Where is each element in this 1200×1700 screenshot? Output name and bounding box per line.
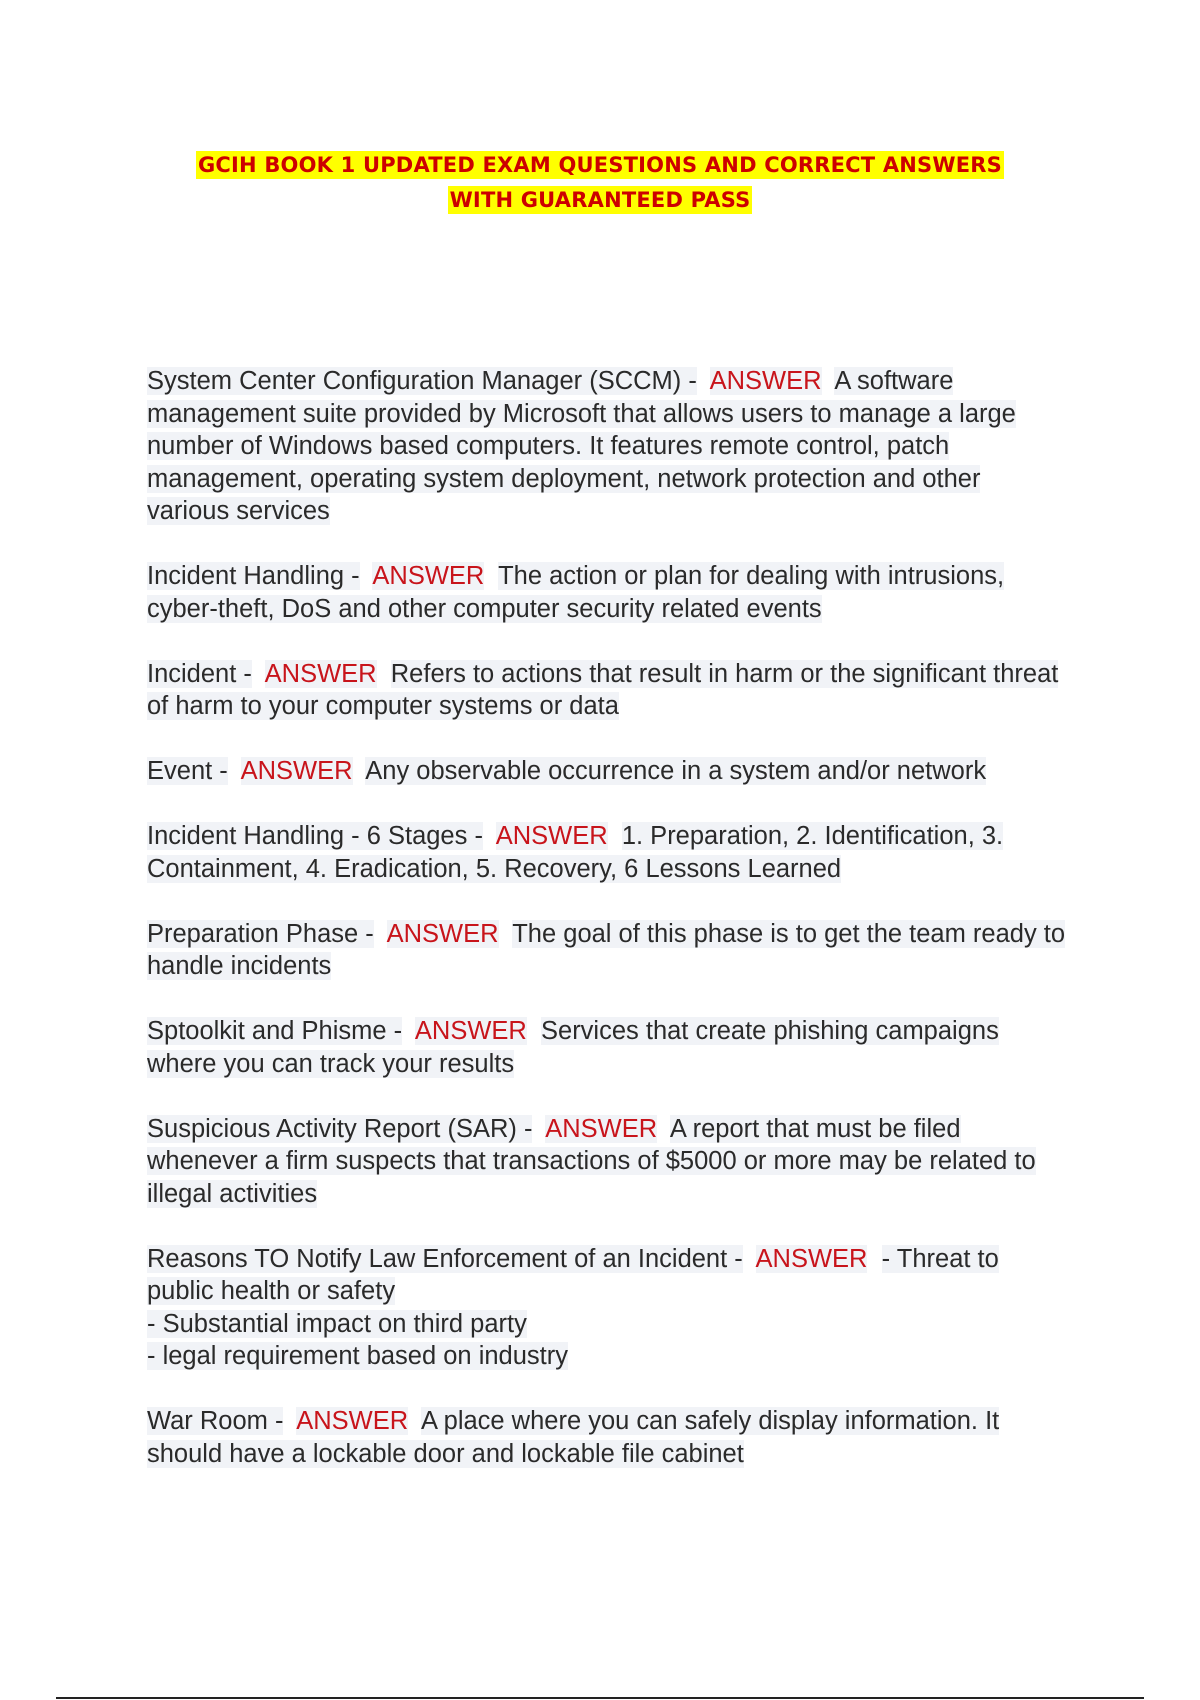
qa-answer-text: A software management suite provided by Microsoft that allows users to manage a large number of Windows based computers. It features remote control, patch management, operating system deployment, network protection and other various services <box>147 367 1016 525</box>
qa-term: Preparation Phase - <box>147 919 374 948</box>
answer-label: ANSWER <box>264 659 377 688</box>
answer-label: ANSWER <box>296 1407 409 1435</box>
qa-term: Suspicious Activity Report (SAR) - <box>147 1114 533 1143</box>
qa-term: Sptoolkit and Phisme - <box>147 1017 403 1045</box>
qa-entry <box>147 658 1067 723</box>
qa-term: Incident Handling - 6 Stages - <box>147 822 483 850</box>
qa-term: Event - <box>147 757 228 785</box>
qa-entry <box>147 755 1067 788</box>
answer-label: ANSWER <box>386 919 499 948</box>
qa-list <box>147 365 1067 1503</box>
qa-entry <box>147 1243 1067 1373</box>
answer-label: ANSWER <box>495 822 608 850</box>
qa-answer-text: Services that create phishing campaigns where you can track your results <box>147 1017 999 1078</box>
qa-term: Reasons TO Notify Law Enforcement of an Incident - <box>147 1244 743 1273</box>
qa-answer-text: The goal of this phase is to get the team ready to handle incidents <box>147 919 1066 980</box>
answer-label: ANSWER <box>372 562 485 590</box>
qa-entry <box>147 918 1067 983</box>
qa-answer-text: A place where you can safely display information. It should have a lockable door and lockable file cabinet <box>147 1407 1000 1468</box>
qa-term: Incident - <box>147 659 252 688</box>
qa-answer-text: Any observable occurrence in a system and/or network <box>365 757 987 785</box>
qa-answer-text: - legal requirement based on industry <box>147 1342 568 1370</box>
qa-term: War Room - <box>147 1407 284 1435</box>
qa-answer-text: - Substantial impact on third party <box>147 1309 527 1338</box>
qa-answer-text: 1. Preparation, 2. Identification, 3. Containment, 4. Eradication, 5. Recovery, 6 Lessons Learned <box>147 822 1004 883</box>
answer-label: ANSWER <box>240 757 353 785</box>
qa-answer-text: The action or plan for dealing with intrusions, cyber-theft, DoS and other computer security related events <box>147 562 1005 623</box>
qa-entry <box>147 560 1067 625</box>
title-line-1: GCIH BOOK 1 UPDATED EXAM QUESTIONS AND CORRECT ANSWERS <box>198 153 1002 177</box>
answer-label: ANSWER <box>709 367 822 395</box>
answer-label: ANSWER <box>545 1114 658 1143</box>
answer-label: ANSWER <box>755 1244 868 1273</box>
qa-entry <box>147 1405 1067 1470</box>
qa-entry <box>147 365 1067 528</box>
qa-entry <box>147 820 1067 885</box>
qa-term: System Center Configuration Manager (SCCM) - <box>147 367 697 395</box>
qa-term: Incident Handling - <box>147 562 360 590</box>
document-title <box>0 148 1200 218</box>
qa-answer-text: A report that must be filed whenever a firm suspects that transactions of $5000 or more may be related to illegal activities <box>147 1114 1036 1208</box>
footer-rule <box>56 1697 1144 1699</box>
answer-label: ANSWER <box>414 1017 527 1045</box>
title-line-2: WITH GUARANTEED PASS <box>449 188 751 212</box>
qa-entry <box>147 1113 1067 1211</box>
qa-answer-text: Refers to actions that result in harm or the significant threat of harm to your computer systems or data <box>147 659 1059 720</box>
qa-answer-text: - Threat to public health or safety <box>147 1244 999 1305</box>
qa-entry <box>147 1015 1067 1080</box>
